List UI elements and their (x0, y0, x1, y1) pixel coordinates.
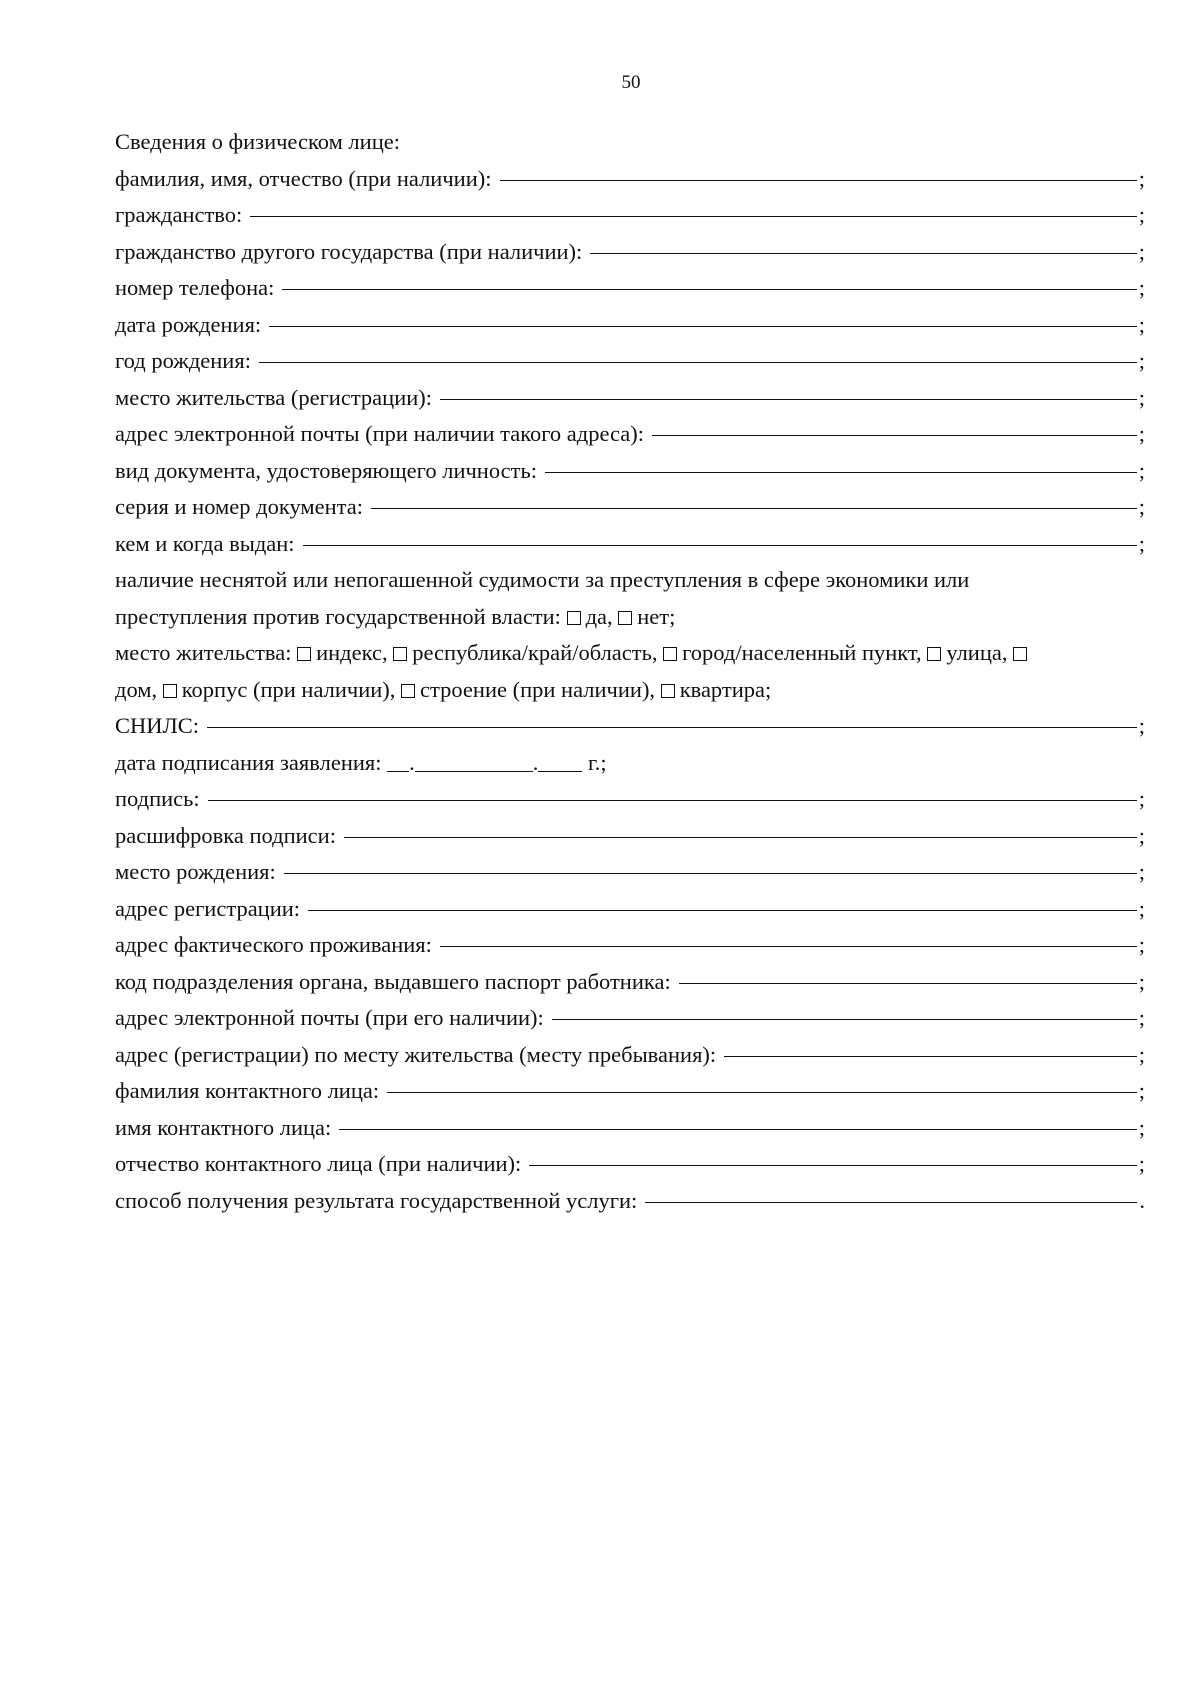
field-birth-place (115, 854, 1145, 891)
fill-line[interactable] (552, 997, 1137, 1020)
month-blank[interactable] (415, 751, 533, 772)
option-label: город/населенный пункт, (682, 640, 922, 665)
field-label: дата подписания заявления: (115, 749, 382, 775)
checkbox-index[interactable] (297, 647, 311, 661)
fill-line[interactable] (545, 450, 1137, 473)
fill-line[interactable] (371, 486, 1137, 509)
page-number: 50 (621, 72, 641, 93)
field-label: вид документа, удостоверяющего личность: (115, 457, 537, 483)
field-actual-address (115, 927, 1145, 964)
field-registration-address (115, 891, 1145, 928)
field-end-mark: ; (1138, 202, 1145, 227)
field-end-mark: ; (1138, 895, 1145, 921)
residence-options-row-1 (115, 635, 1145, 672)
field-label: адрес фактического проживания: (115, 932, 432, 957)
fill-line[interactable] (303, 523, 1137, 546)
field-label: год рождения: (115, 348, 251, 373)
field-citizenship (115, 197, 1145, 234)
conviction-label: преступления против государственной власти: (115, 603, 561, 629)
option-label: строение (при наличии), (420, 676, 656, 702)
field-document-number (115, 489, 1145, 526)
fill-line[interactable] (645, 1180, 1137, 1203)
field-contact-patronymic (115, 1146, 1145, 1183)
field-residence-address (115, 1037, 1145, 1074)
fill-line[interactable] (500, 158, 1137, 181)
checkbox-structure[interactable] (401, 684, 415, 698)
field-label: адрес регистрации: (115, 895, 301, 921)
field-end-mark: ; (1138, 457, 1145, 483)
option-no-label: нет; (637, 603, 676, 629)
field-label: способ получения результата государственной услуги: (115, 1187, 638, 1213)
field-label: подпись: (115, 786, 200, 811)
field-end-mark: ; (1138, 384, 1145, 410)
fill-line[interactable] (344, 815, 1137, 838)
checkbox-house[interactable] (1013, 647, 1027, 661)
field-label: отчество контактного лица (при наличии): (115, 1151, 522, 1176)
fill-line[interactable] (339, 1107, 1136, 1130)
fill-line[interactable] (208, 778, 1137, 801)
field-end-mark: ; (1138, 311, 1145, 337)
fill-line[interactable] (387, 1070, 1137, 1093)
fill-line[interactable] (724, 1034, 1137, 1057)
field-end-mark: ; (1138, 713, 1145, 738)
option-label: республика/край/область, (412, 640, 658, 665)
field-end-mark: ; (1138, 1041, 1145, 1067)
field-end-mark: ; (1138, 348, 1145, 373)
field-end-mark: ; (1138, 275, 1145, 300)
field-label: код подразделения органа, выдавшего паспорт работника: (115, 968, 671, 994)
fill-line[interactable] (250, 194, 1136, 217)
fill-line[interactable] (679, 961, 1137, 984)
field-end-mark: ; (1138, 530, 1145, 556)
field-signature (115, 781, 1145, 818)
field-label: адрес (регистрации) по месту жительства (месту пребывания): (115, 1041, 717, 1067)
field-id-document-type (115, 453, 1145, 490)
fill-line[interactable] (269, 304, 1137, 327)
field-passport-division-code (115, 964, 1145, 1001)
field-end-mark: ; (1138, 1114, 1145, 1140)
field-other-citizenship (115, 234, 1145, 271)
field-email (115, 416, 1145, 453)
field-label: фамилия контактного лица: (115, 1078, 380, 1103)
fill-line[interactable] (207, 705, 1137, 728)
fill-line[interactable] (529, 1143, 1136, 1166)
field-end-mark: ; (1138, 1151, 1145, 1176)
field-label: СНИЛС: (115, 713, 200, 738)
field-email-2 (115, 1000, 1145, 1037)
field-label: расшифровка подписи: (115, 822, 336, 848)
field-end-mark: ; (1138, 786, 1145, 811)
field-label: адрес электронной почты (при его наличии): (115, 1005, 544, 1030)
field-label: адрес электронной почты (при наличии такого адреса): (115, 421, 645, 446)
option-label: индекс, (316, 640, 388, 665)
field-phone (115, 270, 1145, 307)
field-contact-surname (115, 1073, 1145, 1110)
field-label: кем и когда выдан: (115, 530, 295, 556)
form-content (115, 124, 1145, 1219)
checkbox-no[interactable] (618, 611, 632, 625)
checkbox-building[interactable] (163, 684, 177, 698)
option-label: дом, (115, 676, 158, 702)
field-end-mark: ; (1138, 822, 1145, 848)
date-separator: . (532, 749, 539, 775)
fill-line[interactable] (652, 413, 1137, 436)
field-end-mark: ; (1138, 859, 1145, 884)
year-blank[interactable] (538, 751, 582, 772)
field-label: номер телефона: (115, 275, 275, 300)
fill-line[interactable] (282, 267, 1136, 290)
field-end-mark: ; (1138, 165, 1145, 191)
checkbox-street[interactable] (927, 647, 941, 661)
checkbox-city[interactable] (663, 647, 677, 661)
conviction-text: наличие неснятой или непогашенной судимости за преступления в сфере экономики или (115, 567, 970, 592)
option-yes-label: да, (585, 603, 613, 629)
field-end-mark: ; (1138, 968, 1145, 994)
day-blank[interactable] (387, 751, 409, 772)
field-residence (115, 380, 1145, 417)
checkbox-yes[interactable] (567, 611, 581, 625)
field-end-mark: ; (1138, 494, 1145, 519)
field-end-mark: ; (1138, 932, 1145, 957)
field-end-mark: ; (1138, 1005, 1145, 1030)
field-signature-decoding (115, 818, 1145, 855)
field-label: гражданство: (115, 202, 243, 227)
residence-label: место жительства: (115, 640, 292, 665)
fill-line[interactable] (440, 924, 1137, 947)
fill-line[interactable] (259, 340, 1137, 363)
field-birth-date (115, 307, 1145, 344)
fill-line[interactable] (440, 377, 1137, 400)
checkbox-apartment[interactable] (661, 684, 675, 698)
form-heading: Сведения о физическом лице: (115, 129, 400, 154)
field-end-mark: ; (1138, 421, 1145, 446)
fill-line[interactable] (590, 231, 1136, 254)
year-suffix: г.; (588, 749, 607, 775)
option-label: квартира; (679, 676, 772, 702)
field-end-mark: ; (1138, 238, 1145, 264)
field-label: место рождения: (115, 859, 276, 884)
date-separator: . (409, 749, 415, 775)
field-end-mark: . (1139, 1187, 1145, 1213)
checkbox-region[interactable] (393, 647, 407, 661)
field-result-method (115, 1183, 1145, 1220)
field-issued-by (115, 526, 1145, 563)
conviction-options (115, 599, 1145, 636)
field-label: фамилия, имя, отчество (при наличии): (115, 165, 492, 191)
option-label: корпус (при наличии), (181, 676, 396, 702)
fill-line[interactable] (308, 888, 1137, 911)
field-label: дата рождения: (115, 311, 262, 337)
field-contact-name (115, 1110, 1145, 1147)
field-label: гражданство другого государства (при наличии): (115, 238, 583, 264)
field-birth-year (115, 343, 1145, 380)
field-label: место жительства (регистрации): (115, 384, 433, 410)
field-label: имя контактного лица: (115, 1114, 332, 1140)
field-label: серия и номер документа: (115, 494, 364, 519)
fill-line[interactable] (284, 851, 1137, 874)
field-signing-date (115, 745, 1145, 782)
field-full-name (115, 161, 1145, 198)
field-end-mark: ; (1138, 1078, 1145, 1103)
field-snils (115, 708, 1145, 745)
option-label: улица, (946, 640, 1008, 665)
residence-options-row-2 (115, 672, 1145, 709)
